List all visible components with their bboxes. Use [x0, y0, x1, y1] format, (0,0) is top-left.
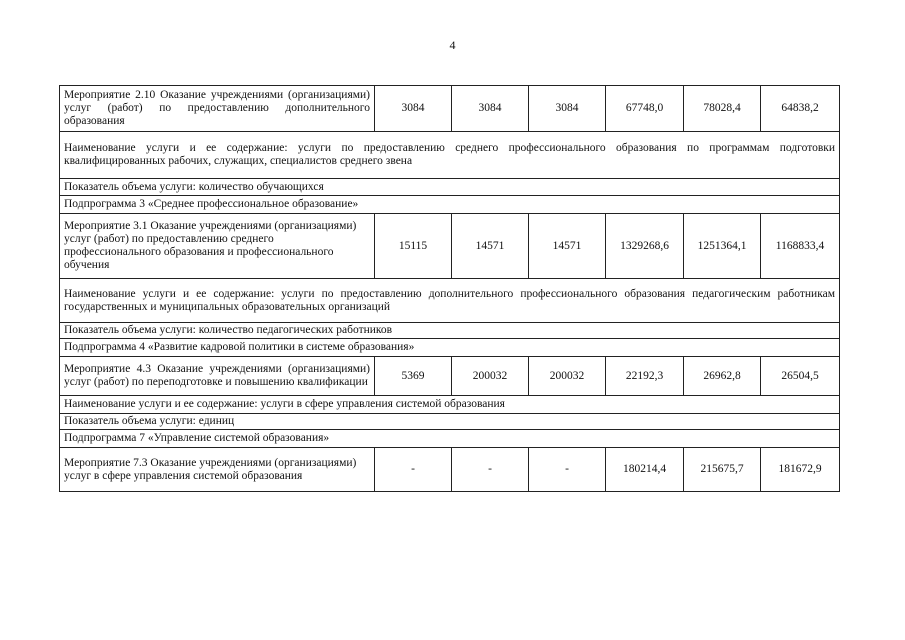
table-row	[60, 132, 840, 179]
value-cell: 26504,5	[761, 357, 840, 396]
value-cell: 181672,9	[761, 448, 840, 492]
table-row	[60, 86, 840, 132]
service-description: Наименование услуги и ее содержание: услуги по предоставлению дополнительного профессионального образования педагогическим работникам государственных и муниципальных образовательных организаций	[60, 279, 840, 323]
volume-indicator: Показатель объема услуги: количество обучающихся	[60, 179, 840, 196]
table-row	[60, 214, 840, 279]
value-cell: 67748,0	[606, 86, 684, 132]
value-cell: 1251364,1	[684, 214, 761, 279]
value-cell: 3084	[375, 86, 452, 132]
subprogram-title: Подпрограмма 3 «Среднее профессиональное образование»	[60, 196, 840, 214]
value-cell: 200032	[452, 357, 529, 396]
event-name-cell: Мероприятие 3.1 Оказание учреждениями (организациями) услуг (работ) по предоставлению среднего профессионального образования и профессионального обучения	[60, 214, 375, 279]
volume-indicator: Показатель объема услуги: единиц	[60, 414, 840, 430]
table-row	[60, 448, 840, 492]
services-table	[59, 85, 840, 492]
table-row	[60, 430, 840, 448]
value-cell: 3084	[529, 86, 606, 132]
value-cell: -	[452, 448, 529, 492]
table-row	[60, 414, 840, 430]
event-name-cell: Мероприятие 2.10 Оказание учреждениями (организациями) услуг (работ) по предоставлению дополнительного образования	[60, 86, 375, 132]
table-row	[60, 323, 840, 339]
value-cell: 1168833,4	[761, 214, 840, 279]
table-row	[60, 179, 840, 196]
value-cell: -	[375, 448, 452, 492]
value-cell: 64838,2	[761, 86, 840, 132]
subprogram-title: Подпрограмма 4 «Развитие кадровой политики в системе образования»	[60, 339, 840, 357]
table-row	[60, 396, 840, 414]
table-row	[60, 279, 840, 323]
value-cell: 215675,7	[684, 448, 761, 492]
table-row	[60, 357, 840, 396]
value-cell: -	[529, 448, 606, 492]
value-cell: 78028,4	[684, 86, 761, 132]
table-row	[60, 196, 840, 214]
subprogram-title: Подпрограмма 7 «Управление системой образования»	[60, 430, 840, 448]
event-name-cell: Мероприятие 7.3 Оказание учреждениями (организациями) услуг в сфере управления системой образования	[60, 448, 375, 492]
service-description: Наименование услуги и ее содержание: услуги по предоставлению среднего профессионального образования по программам подготовки квалифицированных рабочих, служащих, специалистов среднего звена	[60, 132, 840, 179]
event-name-cell: Мероприятие 4.3 Оказание учреждениями (организациями) услуг (работ) по переподготовке и повышению квалификации	[60, 357, 375, 396]
volume-indicator: Показатель объема услуги: количество педагогических работников	[60, 323, 840, 339]
value-cell: 5369	[375, 357, 452, 396]
value-cell: 3084	[452, 86, 529, 132]
page-number: 4	[449, 38, 456, 52]
value-cell: 200032	[529, 357, 606, 396]
value-cell: 14571	[529, 214, 606, 279]
value-cell: 14571	[452, 214, 529, 279]
table-row	[60, 339, 840, 357]
value-cell: 1329268,6	[606, 214, 684, 279]
value-cell: 26962,8	[684, 357, 761, 396]
value-cell: 22192,3	[606, 357, 684, 396]
service-description: Наименование услуги и ее содержание: услуги в сфере управления системой образования	[60, 396, 840, 414]
value-cell: 180214,4	[606, 448, 684, 492]
value-cell: 15115	[375, 214, 452, 279]
